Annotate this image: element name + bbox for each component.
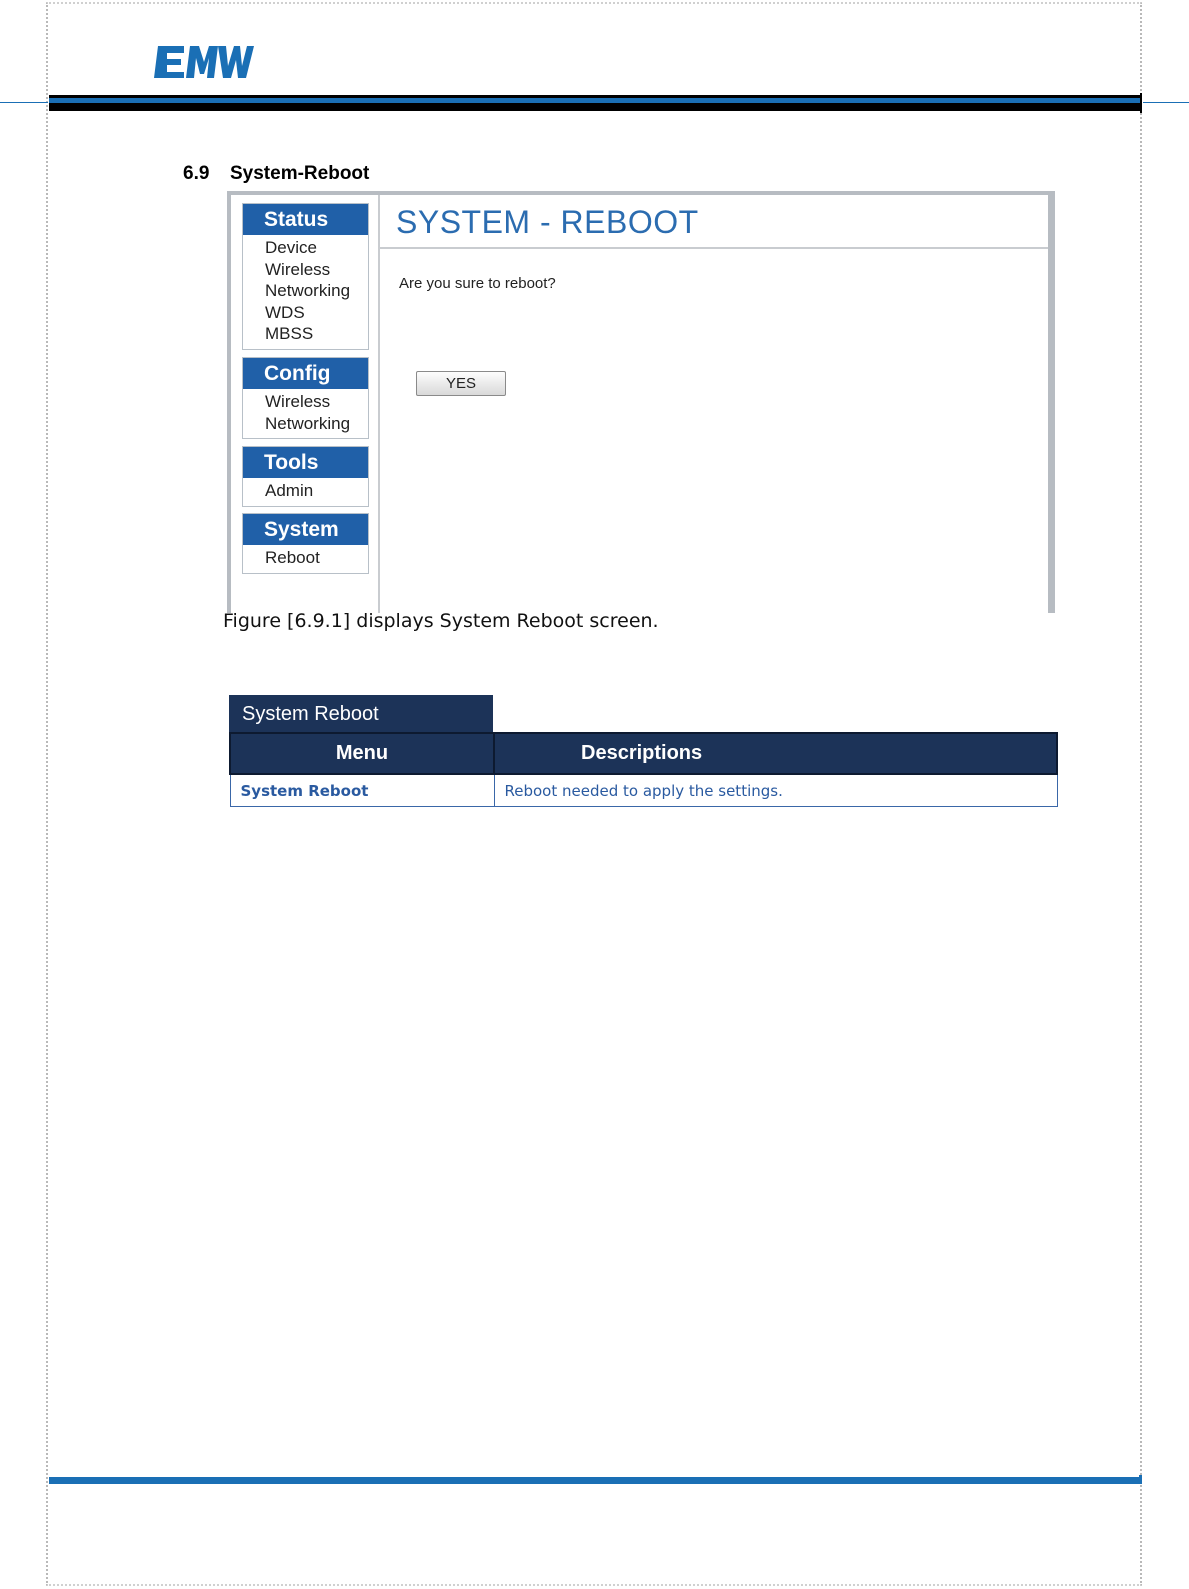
section-title: System-Reboot xyxy=(230,163,370,184)
menu-item-wds[interactable]: WDS xyxy=(265,302,305,322)
section-heading xyxy=(183,163,369,185)
menu-item-device[interactable]: Device xyxy=(265,238,317,257)
header-line-right xyxy=(1143,102,1189,103)
table-cell-description: Reboot needed to apply the settings. xyxy=(494,774,1057,807)
menu-item-config-wireless[interactable]: Wireless xyxy=(265,392,331,411)
menu-item-mbss[interactable]: MBSS xyxy=(265,324,314,343)
menu-group-system xyxy=(242,513,369,574)
table-row xyxy=(230,774,1057,807)
menu-item-reboot[interactable]: Reboot xyxy=(265,548,320,567)
table-cell-menu: System Reboot xyxy=(230,774,494,807)
title-divider xyxy=(379,247,1048,249)
sidebar-separator xyxy=(378,195,380,613)
descriptions-table xyxy=(229,732,1058,807)
yes-button[interactable]: YES xyxy=(416,371,506,396)
emw-logo xyxy=(154,44,254,80)
figure-caption: Figure [6.9.1] displays System Reboot screen. xyxy=(223,610,659,632)
menu-group-config xyxy=(242,357,369,439)
header-line-left xyxy=(0,102,48,103)
sidebar xyxy=(231,195,379,613)
section-number: 6.9 xyxy=(183,163,210,184)
menu-item-config-networking[interactable]: Networking xyxy=(265,413,351,433)
menu-group-status xyxy=(242,203,369,350)
reboot-question: Are you sure to reboot? xyxy=(399,275,556,292)
menu-heading-config[interactable]: Config xyxy=(243,358,368,389)
header-bar xyxy=(49,95,1142,111)
menu-group-tools xyxy=(242,446,369,507)
table-title: System Reboot xyxy=(229,695,493,732)
footer-bar xyxy=(49,1477,1142,1484)
menu-item-wireless[interactable]: Wireless xyxy=(265,259,331,279)
table-header-menu: Menu xyxy=(230,733,494,774)
table-header-descriptions: Descriptions xyxy=(494,733,1057,774)
reboot-screenshot xyxy=(227,191,1055,613)
menu-item-admin[interactable]: Admin xyxy=(265,481,314,500)
menu-item-networking[interactable]: Networking xyxy=(265,281,351,300)
menu-heading-system[interactable]: System xyxy=(243,514,368,545)
menu-heading-status[interactable]: Status xyxy=(243,204,368,235)
page-title: SYSTEM - REBOOT xyxy=(396,204,699,240)
menu-heading-tools[interactable]: Tools xyxy=(243,447,368,478)
